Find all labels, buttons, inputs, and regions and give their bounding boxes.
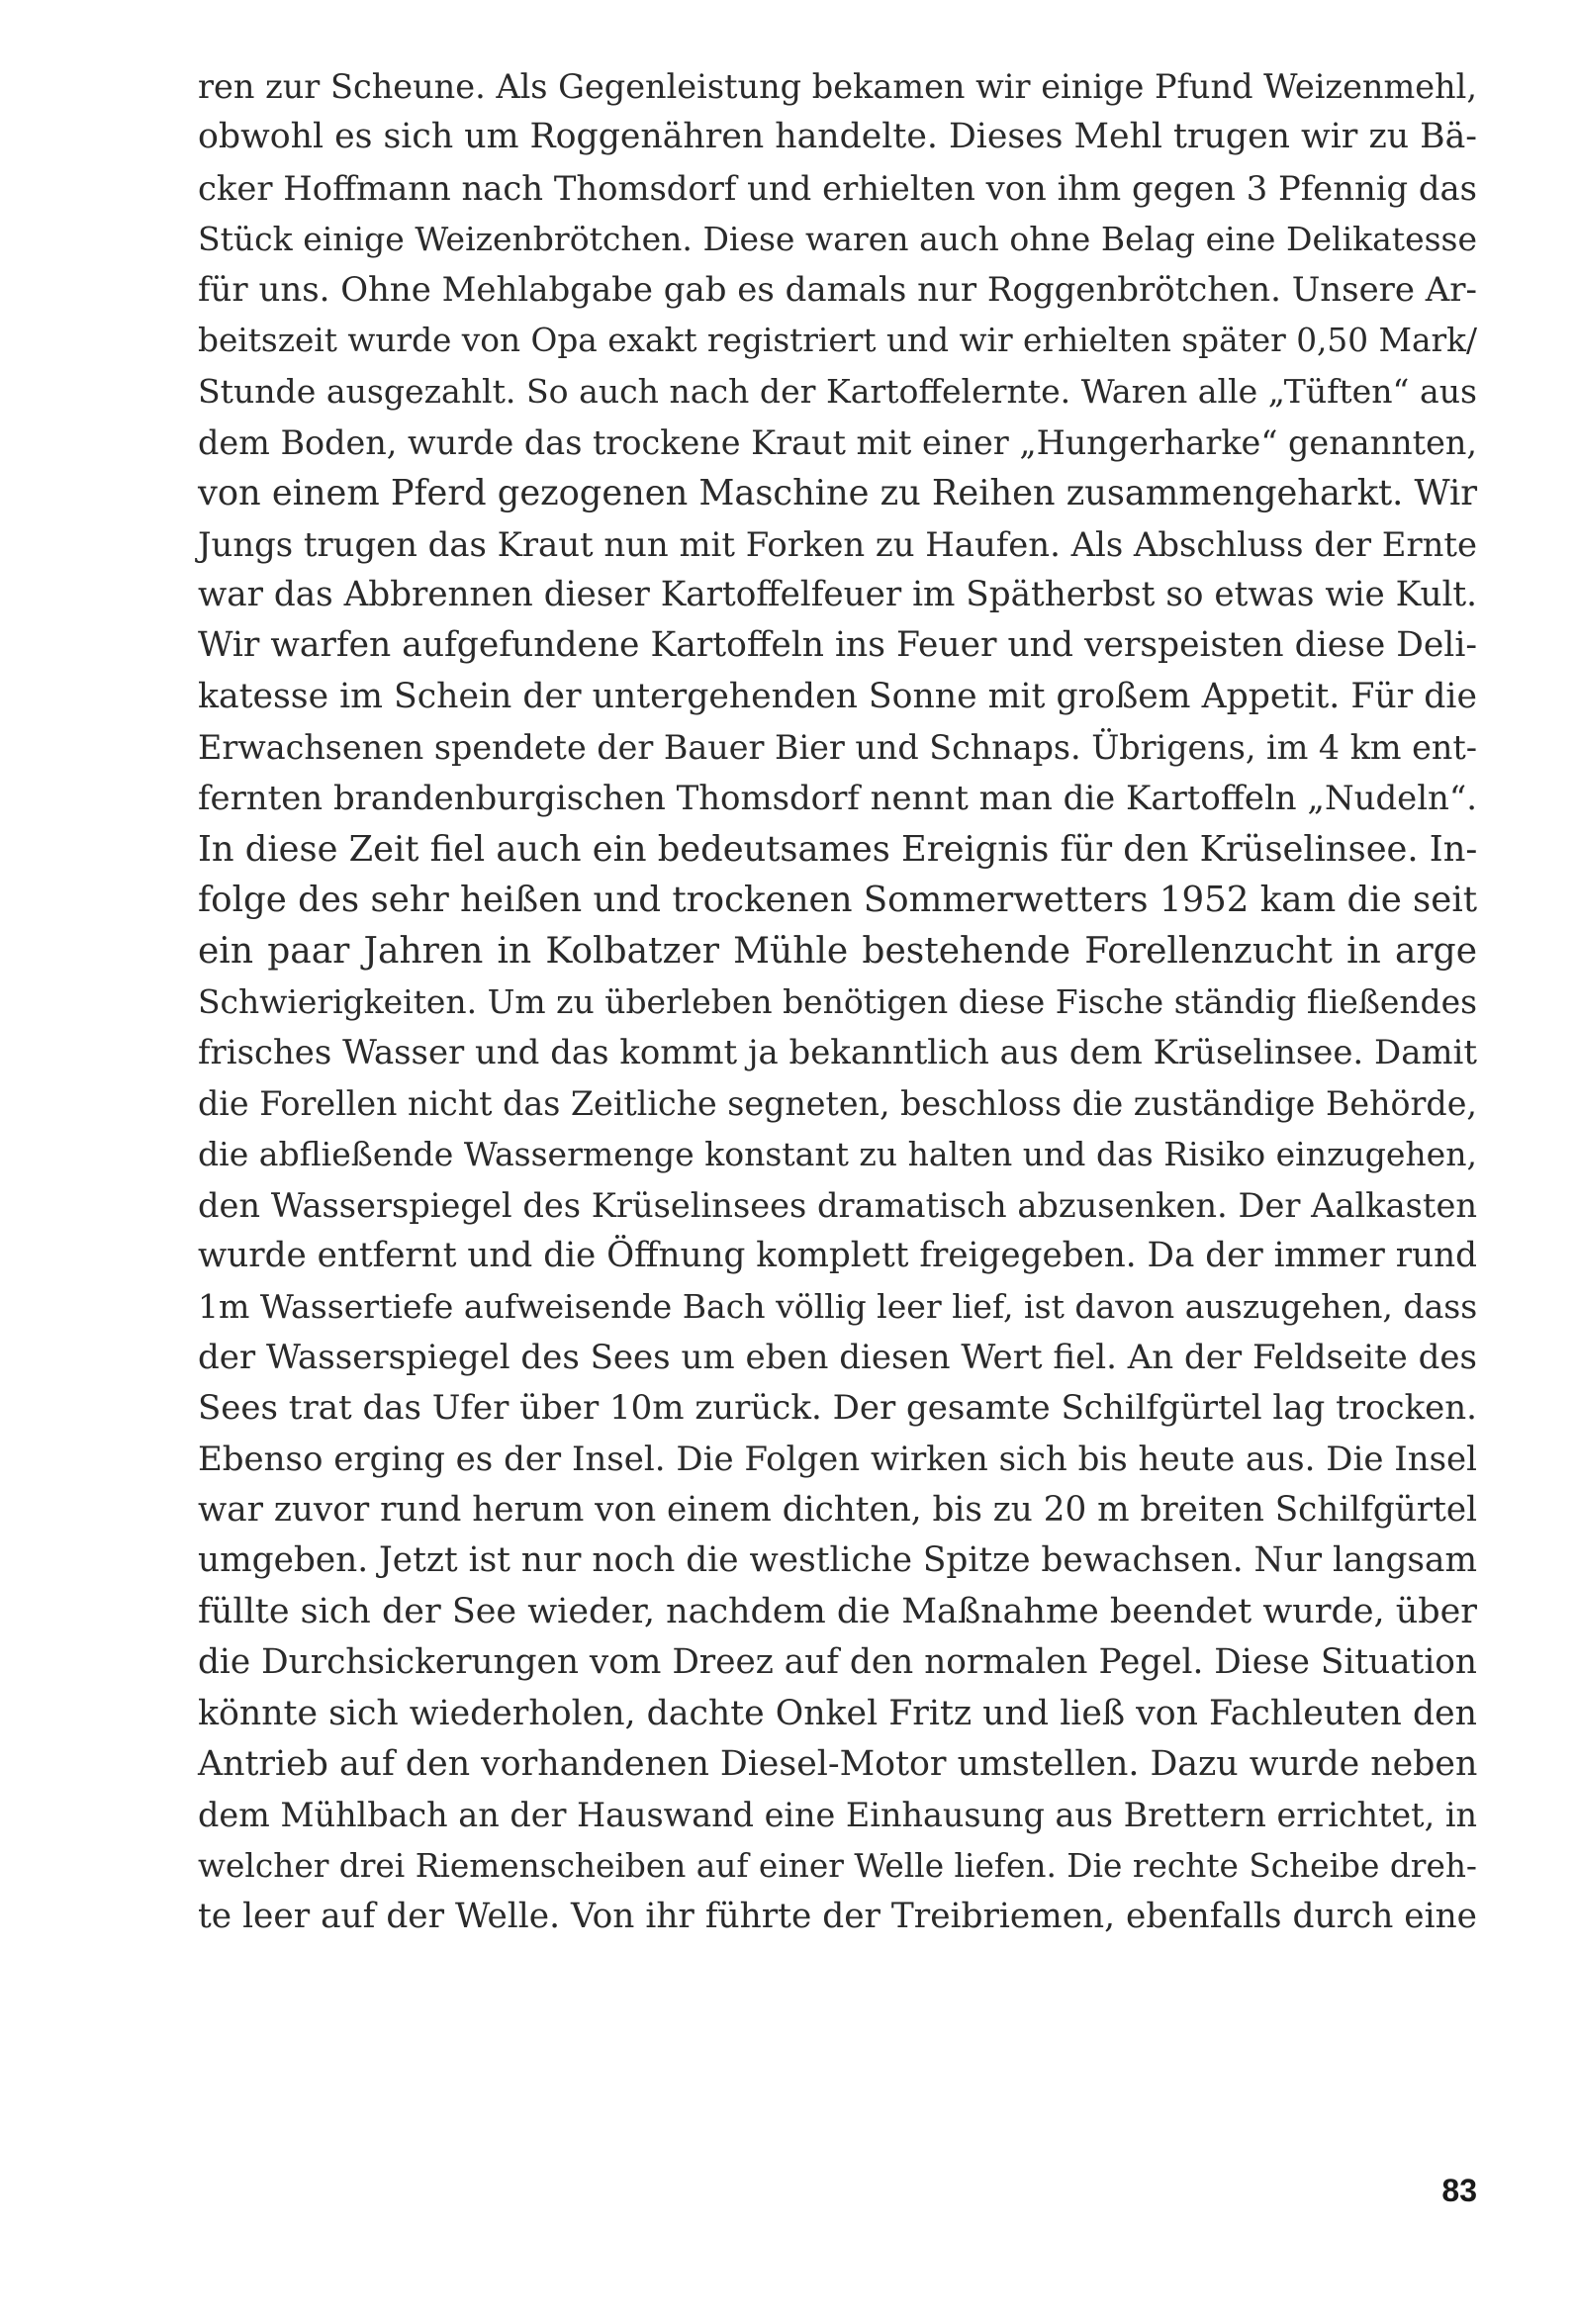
text-line: der Wasserspiegel des Sees um eben diesen Wert fiel. An der Feldseite des (198, 1337, 1477, 1377)
text-line: dem Mühlbach an der Hauswand eine Einhausung aus Brettern errichtet, in (198, 1796, 1477, 1835)
text-line: für uns. Ohne Mehlabgabe gab es damals nur Roggenbrötchen. Unsere Ar- (198, 269, 1477, 310)
text-line: Sees trat das Ufer über 10m zurück. Der gesamte Schilfgürtel lag trocken. (198, 1388, 1477, 1429)
text-line: war zuvor rund herum von einem dichten, bis zu 20 m breiten Schilfgürtel (198, 1489, 1477, 1530)
text-line: Stück einige Weizenbrötchen. Diese waren auch ohne Belag eine Delikatesse (198, 220, 1477, 259)
text-line: den Wasserspiegel des Krüselinsees dramatisch abzusenken. Der Aalkasten (198, 1185, 1477, 1225)
text-line: von einem Pferd gezogenen Maschine zu Reihen zusammengeharkt. Wir (198, 473, 1478, 514)
text-line: war das Abbrennen dieser Kartoffelfeuer im Spätherbst so etwas wie Kult. (198, 574, 1477, 614)
text-line: Schwierigkeiten. Um zu überleben benötigen diese Fische ständig fließendes (198, 982, 1477, 1022)
text-line: fernten brandenburgischen Thomsdorf nennt man die Kartoffeln „Nudeln“. (198, 779, 1477, 818)
text-line: te leer auf der Welle. Von ihr führte der Treibriemen, ebenfalls durch eine (198, 1897, 1477, 1937)
body-text (198, 61, 1477, 1942)
text-line: obwohl es sich um Roggenähren handelte. Dieses Mehl trugen wir zu Bä- (198, 117, 1477, 157)
text-line: folge des sehr heißen und trockenen Sommerwetters 1952 kam die seit (198, 880, 1478, 921)
page-number: 83 (1441, 2173, 1477, 2208)
text-line: die Forellen nicht das Zeitliche segneten, beschloss die zuständige Behörde, (198, 1083, 1477, 1123)
text-line: beitszeit wurde von Opa exakt registriert und wir erhielten später 0,50 Mark/ (198, 321, 1477, 359)
text-line: welcher drei Riemenscheiben auf einer Welle liefen. Die rechte Scheibe dreh- (198, 1846, 1477, 1885)
text-line: 1m Wassertiefe aufweisende Bach völlig leer lief, ist davon auszugehen, dass (198, 1287, 1478, 1327)
text-line: umgeben. Jetzt ist nur noch die westliche Spitze bewachsen. Nur langsam (198, 1540, 1477, 1581)
text-line: ren zur Scheune. Als Gegenleistung bekamen wir einige Pfund Weizenmehl, (198, 67, 1477, 106)
text-line: katesse im Schein der untergehenden Sonne mit großem Appetit. Für die (198, 676, 1477, 716)
text-line: frisches Wasser und das kommt ja bekanntlich aus dem Krüselinsee. Damit (198, 1033, 1477, 1072)
text-line: Wir warfen aufgefundene Kartoffeln ins Feuer und verspeisten diese Deli- (198, 625, 1477, 666)
text-line: die abfließende Wassermenge konstant zu halten und das Risiko einzugehen, (198, 1135, 1477, 1174)
text-line: die Durchsickerungen vom Dreez auf den normalen Pegel. Diese Situation (198, 1642, 1477, 1683)
text-line: dem Boden, wurde das trockene Kraut mit einer „Hungerharke“ genannten, (198, 422, 1477, 462)
text-line: ein paar Jahren in Kolbatzer Mühle bestehende Forellenzucht in arge (198, 930, 1477, 972)
text-line: Ebenso erging es der Insel. Die Folgen wirken sich bis heute aus. Die Insel (198, 1439, 1477, 1479)
text-line: Jungs trugen das Kraut nun mit Forken zu Haufen. Als Abschluss der Ernte (198, 524, 1478, 564)
text-line: Antrieb auf den vorhandenen Diesel-Motor umstellen. Dazu wurde neben (198, 1743, 1478, 1784)
text-line: Erwachsenen spendete der Bauer Bier und Schnaps. Übrigens, im 4 km ent- (198, 728, 1477, 768)
text-line: cker Hoffmann nach Thomsdorf und erhielten von ihm gegen 3 Pfennig das (198, 168, 1477, 208)
text-line: könnte sich wiederholen, dachte Onkel Fritz und ließ von Fachleuten den (198, 1693, 1477, 1733)
text-line: wurde entfernt und die Öffnung komplett freigegeben. Da der immer rund (198, 1235, 1477, 1275)
text-line: füllte sich der See wieder, nachdem die Maßnahme beendet wurde, über (198, 1591, 1477, 1631)
text-line: Stunde ausgezahlt. So auch nach der Kartoffelernte. Waren alle „Tüften“ aus (198, 372, 1477, 412)
text-line: In diese Zeit fiel auch ein bedeutsames Ereignis für den Krüselinsee. In- (198, 828, 1478, 870)
